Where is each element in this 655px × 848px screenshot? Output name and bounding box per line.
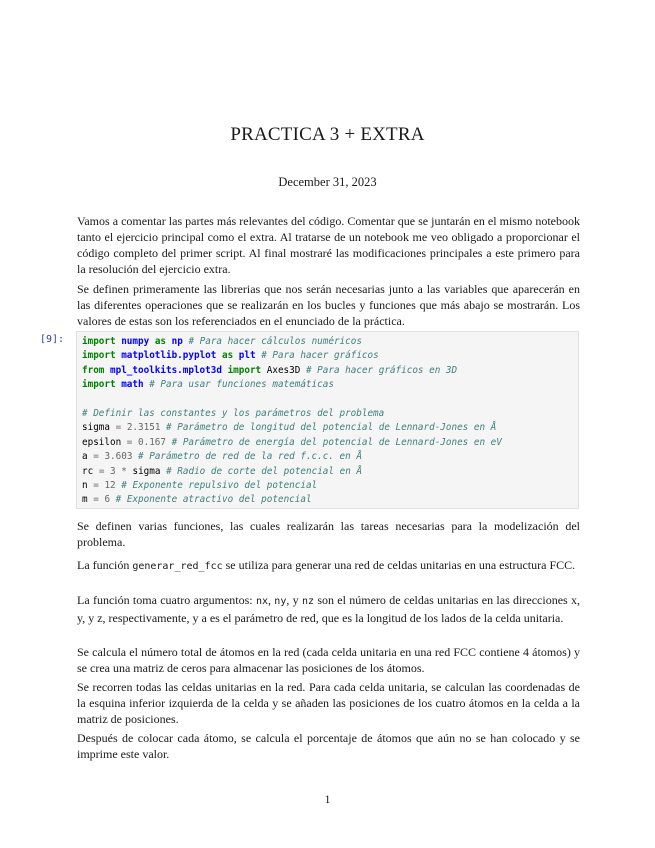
code-cell-prompt: [9]: <box>40 334 65 345</box>
code-line: epsilon = 0.167 # Parámetro de energía del potencial de Lennard-Jones en eV <box>82 436 502 448</box>
code-line: n = 12 # Exponente repulsivo del potencial <box>82 479 318 491</box>
code-line: import matplotlib.pyplot as plt # Para hacer gráficos <box>82 350 379 362</box>
code-line: import numpy as np # Para hacer cálculos numéricos <box>82 336 362 347</box>
paragraph-generar-red: La función generar_red_fcc se utiliza para generar una red de celdas unitarias en una estructura FCC. <box>77 558 576 572</box>
paragraph-cells: Se recorren todas las celdas unitarias en la red. Para cada celda unitaria, se calculan las coordenadas de la esquina inferior izquierda de la celda y se añaden las posiciones de los cuatro átomos en la celda a la matriz de posiciones. <box>77 680 580 726</box>
paragraph-percentage: Después de colocar cada átomo, se calcula el porcentaje de átomos que aún no se han colocado y se imprime este valor. <box>77 731 580 761</box>
code-line: # Definir las constantes y los parámetros del problema <box>82 407 385 419</box>
paragraph-arguments: La función toma cuatro argumentos: nx, ny, y nz son el número de celdas unitarias en las direcciones x, y, y z, respectivamente, y a es el parámetro de red, que es la longitud de los lados de la celda unitaria. <box>77 593 580 625</box>
paragraph-libraries: Se definen primeramente las librerias que nos serán necesarias junto a las variables que aparecerán en las diferentes operaciones que se realizarán en los bucles y funciones que más abajo se mostrarán. Los valores de estas son los referenciados en el enunciado de la práctica. <box>77 282 580 328</box>
page-number: 1 <box>324 792 331 806</box>
code-line: rc = 3 * sigma # Radio de corte del potencial en Å <box>82 465 362 477</box>
paragraph-functions: Se definen varias funciones, las cuales realizarán las tareas necesarias para la modelización del problema. <box>77 519 580 549</box>
code-line: from mpl_toolkits.mplot3d import Axes3D # Para hacer gráficos en 3D <box>82 364 458 376</box>
paragraph-intro: Vamos a comentar las partes más relevantes del código. Comentar que se juntarán en el mismo notebook tanto el ejercicio principal como el extra. Al tratarse de un notebook me veo obligado a proporcionar el código completo del primer script. Al final mostraré las modificaciones principales a este primero para la resolución del ejercicio extra. <box>77 214 580 276</box>
code-cell[interactable] <box>76 331 579 509</box>
paragraph-atom-count: Se calcula el número total de átomos en la red (cada celda unitaria en una red FCC contiene 4 átomos) y se crea una matriz de ceros para almacenar las posiciones de los átomos. <box>77 645 580 675</box>
code-line: a = 3.603 # Parámetro de red de la red f.c.c. en Å <box>82 451 362 463</box>
document-date: December 31, 2023 <box>278 175 377 189</box>
document-title: PRACTICA 3 + EXTRA <box>230 124 425 145</box>
code-line: import math # Para usar funciones matemáticas <box>82 379 334 391</box>
inline-code-function-name: generar_red_fcc <box>132 561 223 572</box>
code-line-blank <box>82 393 578 407</box>
code-line: m = 6 # Exponente atractivo del potencial <box>82 494 312 506</box>
code-line: sigma = 2.3151 # Parámetro de longitud del potencial de Lennard-Jones en Å <box>82 422 497 434</box>
